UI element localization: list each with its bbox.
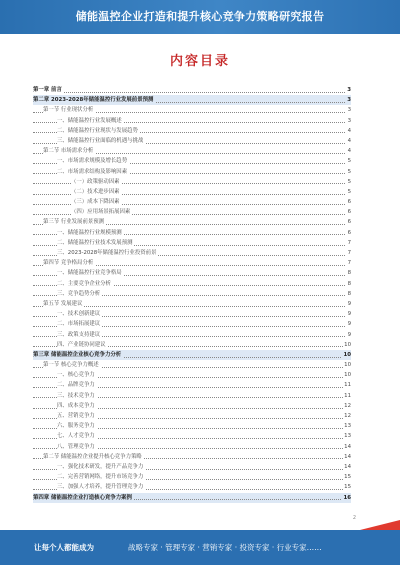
toc-entry[interactable] <box>33 105 351 115</box>
toc-entry-page: 10 <box>343 370 351 380</box>
toc-entry[interactable] <box>33 462 351 472</box>
page-title: 内容目录 <box>169 54 230 69</box>
page-number: 2 <box>352 515 356 521</box>
toc-entry[interactable] <box>33 126 351 136</box>
toc-entry-page: 13 <box>343 431 351 441</box>
toc-entry[interactable] <box>33 207 351 217</box>
toc-entry-label: 二、完善营销网络，提升市场竞争力 <box>57 472 145 482</box>
toc-entry-page: 16 <box>342 493 351 503</box>
toc-entry-page: 12 <box>343 401 351 411</box>
footer-tagline: 战略专家 · 管理专家 · 营销专家 · 投资专家 · 行业专家…… <box>128 543 322 552</box>
toc-entry[interactable] <box>33 360 351 370</box>
toc-entry-page: 13 <box>343 421 351 431</box>
toc-entry[interactable] <box>33 350 351 360</box>
toc-entry-page: 4 <box>347 126 351 136</box>
toc-entry[interactable] <box>33 330 351 340</box>
toc-entry[interactable] <box>33 177 351 187</box>
toc-leader-dots <box>33 92 345 93</box>
toc-entry-page: 10 <box>343 360 351 370</box>
toc-entry-page: 15 <box>343 472 351 482</box>
toc-entry-page: 9 <box>347 330 351 340</box>
toc-entry-label: 一、核心竞争力 <box>57 370 97 380</box>
toc-entry-label: 八、管理竞争力 <box>57 442 97 452</box>
toc-entry-label: 第三章 储能温控企业核心竞争力分析 <box>33 350 123 360</box>
toc-entry-page: 7 <box>347 248 351 258</box>
toc-entry[interactable] <box>33 493 351 503</box>
toc-entry-label: （二）技术进步因素 <box>71 187 122 197</box>
toc-entry-page: 3 <box>347 105 351 115</box>
toc-entry[interactable] <box>33 452 351 462</box>
toc-entry-label: 三、2023-2028年储能温控行业投资前景 <box>57 248 158 258</box>
toc-entry-page: 14 <box>343 452 351 462</box>
toc-entry-label: 三、储能温控行业面临的机遇与挑战 <box>57 136 145 146</box>
toc-entry-label: 二、储能温控行业技术发展预测 <box>57 238 134 248</box>
toc-entry[interactable] <box>33 482 351 492</box>
toc-entry-label: 二、市场拓展建议 <box>57 319 102 329</box>
toc-entry[interactable] <box>33 187 351 197</box>
toc-entry[interactable] <box>33 431 351 441</box>
toc-entry-label: 第四章 储能温控企业打造核心竞争力案例 <box>33 493 134 503</box>
toc-entry-page: 6 <box>347 217 351 227</box>
toc-entry[interactable] <box>33 136 351 146</box>
toc-entry-label: 第三节 行业发展前景预测 <box>43 217 106 227</box>
toc-entry-page: 5 <box>347 156 351 166</box>
footer-slogan: 让每个人都能成为 <box>34 543 94 552</box>
toc-entry-label: 六、服务竞争力 <box>57 421 97 431</box>
toc-entry[interactable] <box>33 319 351 329</box>
toc-entry-label: 三、加强人才培养，提升管理竞争力 <box>57 482 145 492</box>
toc-entry-label: 第二章 2023-2028年储能温控行业发展前景预测 <box>33 95 155 105</box>
toc-entry-page: 3 <box>346 95 351 105</box>
toc-entry-label: 一、技术创新建议 <box>57 309 102 319</box>
toc-entry-page: 4 <box>347 136 351 146</box>
report-header: 储能温控企业打造和提升核心竞争力策略研究报告 <box>0 0 400 34</box>
toc-entry[interactable] <box>33 309 351 319</box>
toc-entry-label: 一、市场需求规模及增长趋势 <box>57 156 129 166</box>
toc-entry[interactable] <box>33 167 351 177</box>
toc-entry[interactable] <box>33 279 351 289</box>
toc-entry-label: （一）政策驱动因素 <box>71 177 122 187</box>
toc-entry-label: 第一章 前言 <box>33 85 64 95</box>
toc-entry-page: 10 <box>342 350 351 360</box>
toc-entry[interactable] <box>33 340 351 350</box>
toc-entry-label: 第四节 竞争格局分析 <box>43 258 95 268</box>
toc-entry-label: （三）成本下降因素 <box>71 197 122 207</box>
toc-entry-page: 9 <box>347 309 351 319</box>
toc-entry[interactable] <box>33 380 351 390</box>
toc-entry-label: 二、储能温控行业现状与发展趋势 <box>57 126 140 136</box>
toc-entry-label: 第二节 储能温控企业提升核心竞争力策略 <box>43 452 144 462</box>
toc-entry-page: 8 <box>347 289 351 299</box>
toc-entry-page: 11 <box>343 391 351 401</box>
toc-entry-label: 一、强化技术研发，提升产品竞争力 <box>57 462 145 472</box>
toc-entry[interactable] <box>33 146 351 156</box>
toc-entry-page: 7 <box>347 238 351 248</box>
toc-entry-page: 7 <box>347 258 351 268</box>
toc-entry[interactable] <box>33 95 351 105</box>
toc-entry-label: 第一节 行业现状分析 <box>43 105 95 115</box>
toc-entry-page: 11 <box>343 380 351 390</box>
toc-entry-page: 5 <box>347 187 351 197</box>
toc-entry-page: 10 <box>343 340 351 350</box>
toc-entry[interactable] <box>33 391 351 401</box>
toc-entry-page: 6 <box>347 207 351 217</box>
toc-entry-page: 14 <box>343 442 351 452</box>
toc-entry-page: 8 <box>347 268 351 278</box>
toc-entry-page: 8 <box>347 279 351 289</box>
toc-entry[interactable] <box>33 85 351 95</box>
toc-entry-label: 第五节 发展建议 <box>43 299 84 309</box>
toc-entry[interactable] <box>33 217 351 227</box>
toc-entry[interactable] <box>33 289 351 299</box>
toc-entry-page: 6 <box>347 228 351 238</box>
toc-entry-page: 9 <box>347 299 351 309</box>
toc-entry-page: 6 <box>347 197 351 207</box>
toc-entry-page: 5 <box>347 177 351 187</box>
toc-entry[interactable] <box>33 299 351 309</box>
toc-entry[interactable] <box>33 472 351 482</box>
footer-corner-accent <box>360 520 400 530</box>
toc-entry-label: 三、竞争趋势分析 <box>57 289 102 299</box>
toc-entry-label: 一、储能温控行业规模预测 <box>57 228 124 238</box>
toc-entry[interactable] <box>33 156 351 166</box>
toc-entry[interactable] <box>33 248 351 258</box>
toc-entry-label: （四）应用场景拓展因素 <box>71 207 132 217</box>
toc-entry-label: 三、政策支持建议 <box>57 330 102 340</box>
toc-entry-label: 第一节 核心竞争力概述 <box>43 360 101 370</box>
toc-entry-label: 一、储能温控行业竞争格局 <box>57 268 124 278</box>
toc-entry[interactable] <box>33 116 351 126</box>
toc-entry[interactable] <box>33 228 351 238</box>
toc-entry-label: 四、成本竞争力 <box>57 401 97 411</box>
toc-entry-page: 15 <box>343 482 351 492</box>
toc-entry-label: 二、主要竞争企业分析 <box>57 279 113 289</box>
footer-banner <box>0 530 400 565</box>
toc-entry-label: 一、储能温控行业发展概述 <box>57 116 124 126</box>
toc-entry[interactable] <box>33 197 351 207</box>
toc-entry-label: 四、产业链协同建议 <box>57 340 108 350</box>
table-of-contents <box>33 85 351 503</box>
toc-entry[interactable] <box>33 401 351 411</box>
toc-entry[interactable] <box>33 370 351 380</box>
toc-entry-page: 5 <box>347 167 351 177</box>
toc-entry-label: 三、技术竞争力 <box>57 391 97 401</box>
toc-entry-label: 二、品牌竞争力 <box>57 380 97 390</box>
toc-entry[interactable] <box>33 421 351 431</box>
toc-entry[interactable] <box>33 238 351 248</box>
toc-entry-page: 9 <box>347 319 351 329</box>
toc-entry[interactable] <box>33 258 351 268</box>
toc-entry-label: 第二节 市场需求分析 <box>43 146 95 156</box>
toc-entry[interactable] <box>33 411 351 421</box>
toc-entry-label: 七、人才竞争力 <box>57 431 97 441</box>
toc-entry-label: 五、营销竞争力 <box>57 411 97 421</box>
toc-entry[interactable] <box>33 268 351 278</box>
toc-entry-page: 14 <box>343 462 351 472</box>
toc-entry-page: 4 <box>347 146 351 156</box>
toc-entry[interactable] <box>33 442 351 452</box>
toc-entry-page: 3 <box>347 116 351 126</box>
toc-entry-label: 二、市场需求结构及影响因素 <box>57 167 129 177</box>
toc-entry-page: 3 <box>346 85 351 95</box>
toc-entry-page: 12 <box>343 411 351 421</box>
